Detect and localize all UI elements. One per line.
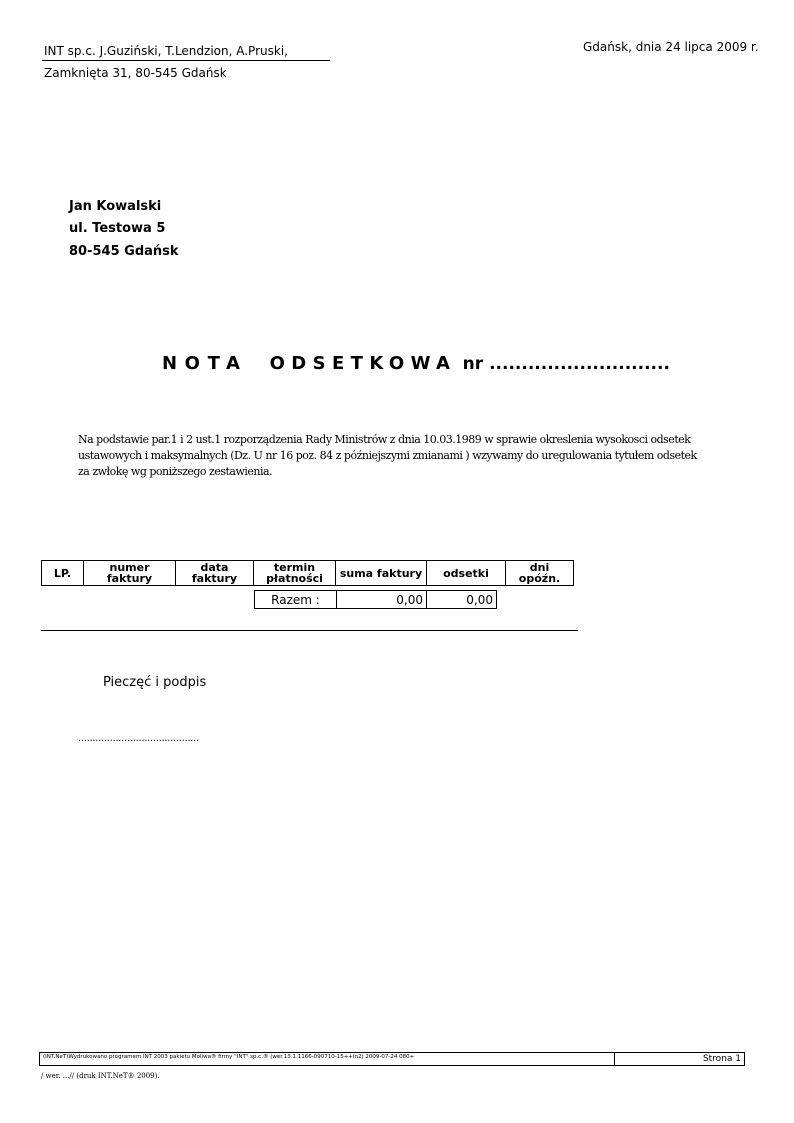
sender-name-line: INT sp.c. J.Guziński, T.Lendzion, A.Pruski,: [44, 44, 288, 58]
title-word-odsetkowa: ODSETKOWA: [269, 353, 457, 374]
recipient-street: ul. Testowa 5: [69, 221, 166, 236]
summary-interest-total: 0,00: [427, 591, 497, 609]
title-word-nota: NOTA: [162, 353, 248, 374]
header-invoice-date: data faktury: [176, 561, 254, 586]
summary-row: [255, 591, 497, 609]
separator-line: [41, 630, 578, 631]
header-due-date-line2: płatności: [266, 572, 323, 585]
invoice-table: [41, 560, 574, 586]
bottom-version-note: / wer. ...// (druk INT.NeT® 2009).: [41, 1072, 160, 1080]
sender-address-line: Zamknięta 31, 80-545 Gdańsk: [44, 66, 227, 80]
header-due-date-line1: termin: [273, 561, 316, 574]
header-days-late: dni opóźn.: [506, 561, 574, 586]
header-invoice-sum: suma faktury: [336, 561, 427, 586]
stamp-label: Pieczęć i podpis: [103, 675, 207, 690]
footer-divider: [614, 1053, 615, 1065]
summary-table: [254, 590, 497, 609]
header-invoice-number: numer faktury: [84, 561, 176, 586]
recipient-city: 80-545 Gdańsk: [69, 244, 179, 259]
recipient-name: Jan Kowalski: [69, 199, 162, 214]
table-header-row: [42, 561, 574, 586]
title-number: nr ............................: [462, 354, 670, 374]
body-paragraph: Na podstawie par.1 i 2 ust.1 rozporządzenia Rady Ministrów z dnia 10.03.1989 w sprawie okreslenia wysokosci odsetek ustawowych i maksymalnych (Dz. U nr 16 poz. 84 z późniejszymi zmianami ) wzywamy do uregulowania tytułem odsetek za zwłokę wg poniższego zestawienia.: [78, 433, 697, 478]
summary-label: Razem :: [255, 591, 337, 609]
document-title: [162, 353, 670, 374]
footer-program-info: (INT.NeT)Wydrukowano programem INT 2003 pakietu Moliwa® firmy "INT" sp.c.® (wer.13.1.1166-090710-15++In2) 2009-07-24 080+: [43, 1054, 415, 1060]
header-lp: LP.: [42, 561, 84, 586]
header-due-date: [254, 561, 336, 586]
header-interest: odsetki: [427, 561, 506, 586]
summary-invoice-total: 0,00: [337, 591, 427, 609]
signature-line: ..........................................: [78, 733, 199, 744]
document-date: Gdańsk, dnia 24 lipca 2009 r.: [583, 40, 759, 54]
footer-page-number: Strona 1: [702, 1054, 741, 1064]
footer-bar: [39, 1052, 745, 1066]
sender-underline: [42, 60, 330, 61]
